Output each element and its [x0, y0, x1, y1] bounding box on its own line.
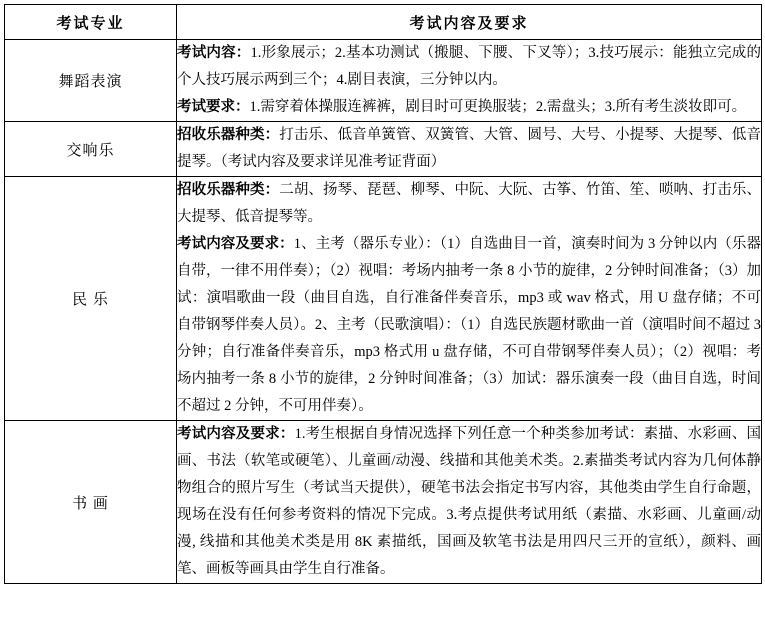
table-row: [5, 177, 762, 421]
table-header-row: [5, 5, 762, 40]
paragraph-label: 考试内容及要求：: [177, 236, 294, 252]
major-name: 交响乐: [5, 122, 177, 177]
paragraph-label: 考试内容：: [177, 45, 251, 61]
table-row: [5, 122, 762, 177]
content-paragraph: [177, 122, 761, 176]
paragraph-text: 1.考生根据自身情况选择下列任意一个种类参加考试：素描、水彩画、国画、书法（软笔或硬笔）、儿童画/动漫、线描和其他美术类。2.素描类考试内容为几何体静物组合的照片写生（考试当天提供），硬笔书法会指定书写内容，其他类由学生自行命题，现场在没有任何参考资料的情况下完成。3.考点提供考试用纸（素描、水彩画、儿童画/动漫, 线描和其他美术类是用 8K 素描纸，国画及软笔书法是用四尺三开的宣纸），颜料、画笔、画板等画具由学生自行准备。: [177, 426, 762, 577]
paragraph-label: 招收乐器种类：: [177, 182, 280, 198]
paragraph-label: 招收乐器种类：: [177, 127, 280, 143]
content-block: [177, 177, 762, 421]
paragraph-text: 1.需穿着体操服连裤裤，剧目时可更换服装；2.需盘头；3.所有考生淡妆即可。: [249, 99, 747, 115]
paragraph-text: 1.形象展示；2.基本功测试（搬腿、下腰、下叉等）；3.技巧展示：能独立完成的个人技巧展示两到三个；4.剧目表演，三分钟以内。: [177, 45, 762, 88]
major-name: 书 画: [5, 421, 177, 584]
content-block: [177, 40, 762, 122]
content-block: [177, 122, 762, 177]
paragraph-text: 二胡、扬琴、琵琶、柳琴、中阮、大阮、古筝、竹笛、笙、唢呐、打击乐、大提琴、低音提琴等。: [177, 182, 761, 225]
content-paragraph: [177, 40, 761, 94]
content-block: [177, 421, 762, 584]
exam-requirements-table: [4, 4, 762, 584]
column-header-content: 考试内容及要求: [177, 5, 762, 40]
column-header-major: 考试专业: [5, 5, 177, 40]
table-row: [5, 421, 762, 584]
paragraph-text: 打击乐、低音单簧管、双簧管、大管、圆号、大号、小提琴、大提琴、低音提琴。（考试内容及要求详见准考证背面）: [177, 127, 761, 170]
content-paragraph: [177, 421, 761, 583]
major-name: 舞蹈表演: [5, 40, 177, 122]
content-paragraph: [177, 177, 761, 231]
paragraph-label: 考试要求：: [177, 99, 250, 115]
paragraph-text: 1、主考（器乐专业）：（1）自选曲目一首，演奏时间为 3 分钟以内（乐器自带，一律不用伴奏）；（2）视唱：考场内抽考一条 8 小节的旋律，2 分钟时间准备；（3）加试：演唱歌曲一段（曲目自选，自行准备伴奏音乐，mp3 或 wav 格式，用 U 盘存储；不可自带钢琴伴奏人员）。2、主考（民歌演唱）：（1）自选民族题材歌曲一首（演唱时间不超过 3 分钟；自行准备伴奏音乐，mp3 格式用 u 盘存储，不可自带钢琴伴奏人员）；（2）视唱：考场内抽考一条 8 小节的旋律，2 分钟时间准备；（3）加试：器乐演奏一段（曲目自选，时间不超过 2 分钟，不可用伴奏）。: [177, 236, 762, 414]
content-paragraph: [177, 94, 761, 121]
paragraph-label: 考试内容及要求：: [177, 426, 295, 442]
major-name: 民 乐: [5, 177, 177, 421]
content-paragraph: [177, 231, 761, 420]
table-body: [5, 40, 762, 584]
table-row: [5, 40, 762, 122]
